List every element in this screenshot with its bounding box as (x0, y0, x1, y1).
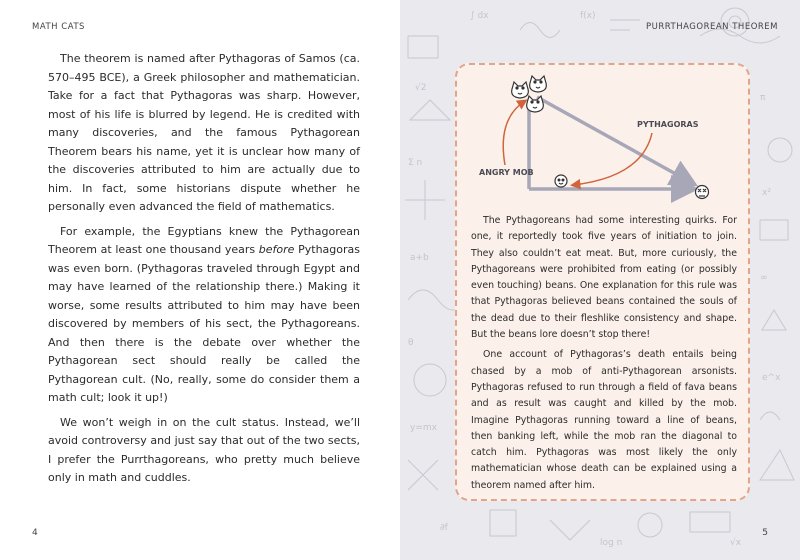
svg-text:y=mx: y=mx (410, 423, 437, 433)
svg-text:θ: θ (408, 338, 414, 348)
svg-text:√2: √2 (415, 83, 427, 93)
sidebar-text (471, 213, 737, 498)
mob-arrow (503, 101, 525, 165)
angry-mob-label: ANGRY MOB (479, 168, 534, 177)
sidebar-paragraph-1: The Pythagoreans had some interesting quirks. For one, it reportedly took five years of initiation to join. They also couldn’t eat meat. But, more curiously, the Pythagoreans were prohibited from eating (or possibly even touching) beans. One explanation for this rule was that Pythagoras believed beans contained the souls of the dead due to their fleshlike consistency and shape. But the beans lore doesn’t stop there! (471, 215, 737, 341)
pythagoras-label: PYTHAGORAS (637, 120, 699, 129)
sidebar-paragraph-2: One account of Pythagoras’s death entails being chased by a mob of anti-Pythagorean arsonists. Pythagoras refused to run through a field of fava beans and as result was caught and killed by the mob. Imagine Pythagoras running toward a line of beans, then banking left, while the mob ran the diagonal to catch him. Pythagoras was most likely the only mathematician whose death can be explained using a theorem named after him. (471, 349, 737, 491)
svg-text:a+b: a+b (410, 253, 429, 263)
running-head-left: MATH CATS (32, 22, 85, 32)
right-page (400, 0, 800, 560)
svg-text:x²: x² (762, 188, 771, 198)
svg-text:∂f: ∂f (440, 523, 448, 533)
paragraph-2-emphasis: before (258, 243, 295, 256)
paragraph-2-start: For example, the Egyptians knew the Pythagorean Theorem at least one thousand years (48, 224, 360, 256)
face-icon (555, 175, 567, 187)
paragraph-3: We won’t weigh in on the cult status. Instead, we’ll avoid controversy and just say that out of the two sects, I prefer the Purrthagoreans, who pretty much believe only in math and cuddles. (48, 415, 360, 484)
running-head-right: PURRTHAGOREAN THEOREM (646, 22, 778, 32)
svg-text:∞: ∞ (760, 273, 768, 283)
svg-text:f(x): f(x) (580, 11, 596, 21)
cat-head-icon (527, 96, 544, 112)
sidebar-box (455, 63, 750, 501)
pythagoras-diagram (477, 69, 732, 209)
svg-text:Σ n: Σ n (408, 158, 423, 168)
svg-text:π: π (760, 93, 766, 103)
left-body-text (48, 50, 360, 494)
dead-face-icon (696, 186, 709, 199)
page-number-right: 5 (762, 528, 768, 538)
paragraph-2-rest: Pythagoras was even born. (Pythagoras traveled through Egypt and may have learned of the relationship there.) Making it worse, some results attributed to him may have been discovered by members of his sect, the Pythagoreans. And then there is the debate over whether the Pythagorean sect should really be called the Pythagorean cult. (No, really, some do consider them a math cult; look it up!) (48, 243, 360, 404)
triangle-hypotenuse (537, 97, 692, 183)
svg-text:√x: √x (730, 538, 742, 548)
svg-text:log n: log n (600, 538, 623, 548)
paragraph-1: The theorem is named after Pythagoras of Samos (ca. 570–495 BCE), a Greek philosopher and mathematician. Take for a fact that Pythagoras was sharp. However, most of his life is blurred by legend. He is credited with many discoveries, and the famous Pythagorean Theorem bears his name, yet it is unclear how many of the discoveries attributed to him are actually due to him. In fact, some historians dispute whether he personally even advanced the field of mathematics. (48, 52, 360, 213)
svg-text:e^x: e^x (762, 373, 781, 383)
paragraph-2 (48, 223, 360, 408)
cat-head-icon (512, 82, 529, 98)
svg-text:∫ dx: ∫ dx (470, 11, 489, 21)
cat-head-icon (530, 76, 547, 92)
page-number-left: 4 (32, 528, 38, 538)
